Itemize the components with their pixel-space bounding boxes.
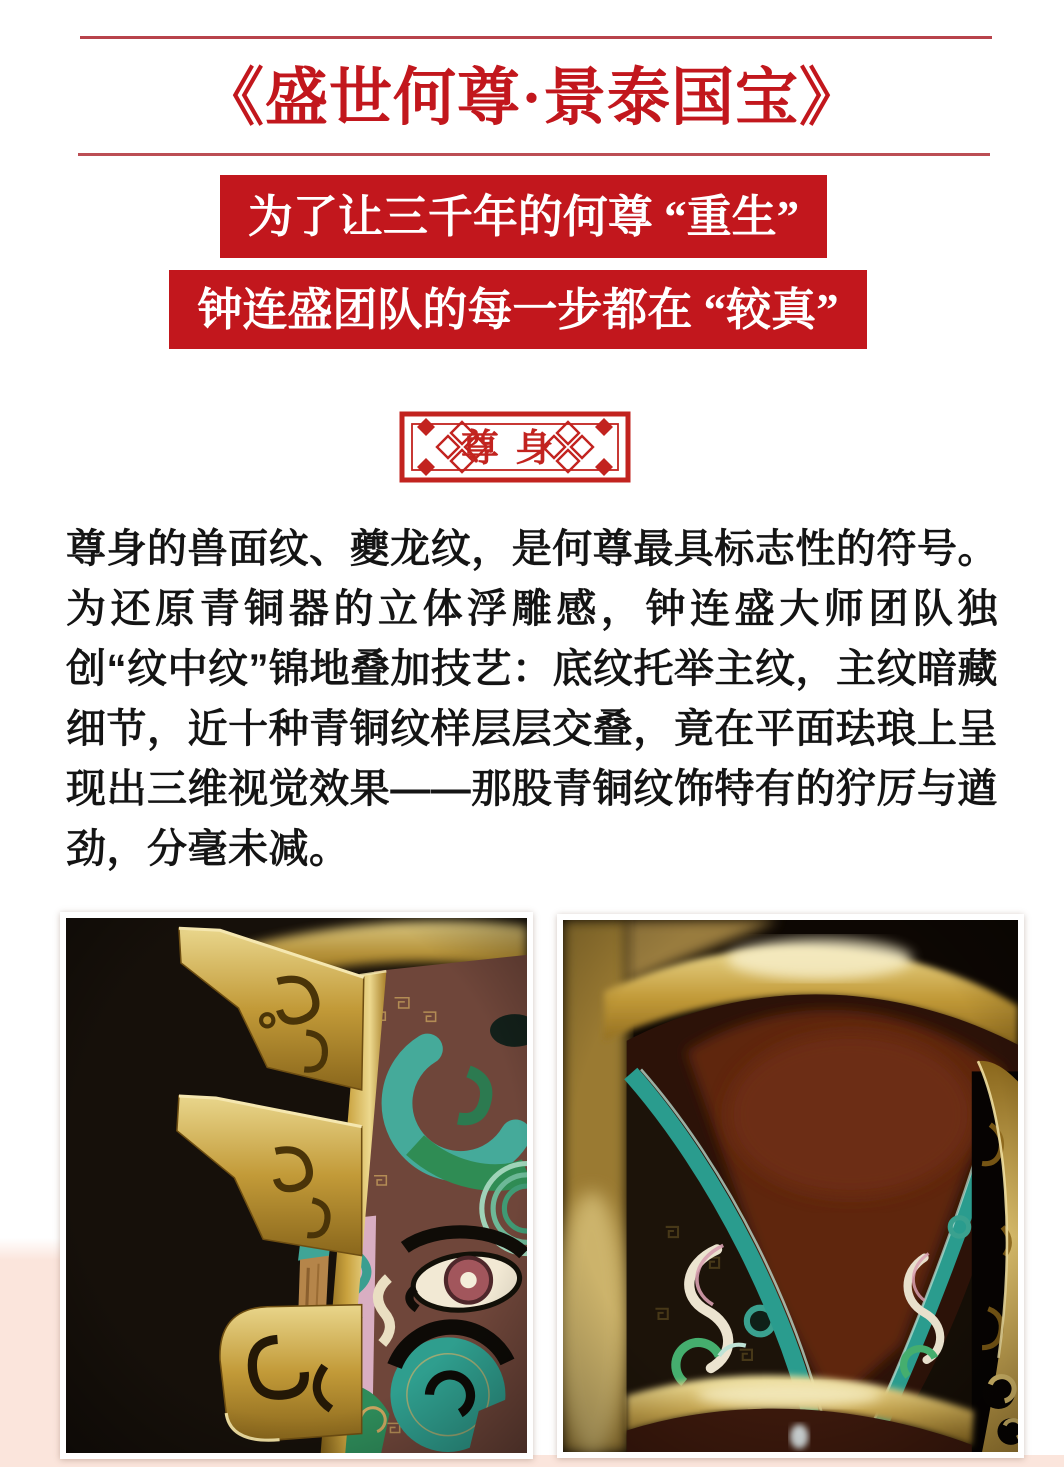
divider-under-title — [78, 153, 990, 156]
section-badge-frame — [399, 411, 631, 483]
article-paragraph: 尊身的兽面纹、夔龙纹，是何尊最具标志性的符号。为还原青铜器的立体浮雕感，钟连盛大师团队独创“纹中纹”锦地叠加技艺：底纹托举主纹，主纹暗藏细节，近十种青铜纹样层层交叠，竟在平面珐琅上呈现出三维视觉效果——那股青铜纹饰特有的狞厉与遒劲，分毫未减。 — [66, 527, 998, 871]
right-photo-art — [563, 920, 1018, 1452]
banner-subtitle-2-text: 钟连盛团队的每一步都在 “较真” — [197, 285, 839, 335]
banner-subtitle-1-text: 为了让三千年的何尊 “重生” — [247, 192, 800, 242]
left-photo-art — [66, 918, 527, 1453]
section-badge — [399, 411, 631, 483]
right-photo[interactable] — [557, 914, 1024, 1458]
page-title: 《盛世何尊·景泰国宝》 — [200, 63, 863, 133]
left-photo[interactable] — [60, 912, 533, 1459]
banner-subtitle-2 — [169, 270, 867, 349]
banner-subtitle-1 — [220, 175, 827, 258]
pink-backdrop-left — [0, 1238, 64, 1467]
section-badge-label: 尊身 — [460, 428, 570, 470]
divider-top — [80, 36, 992, 39]
